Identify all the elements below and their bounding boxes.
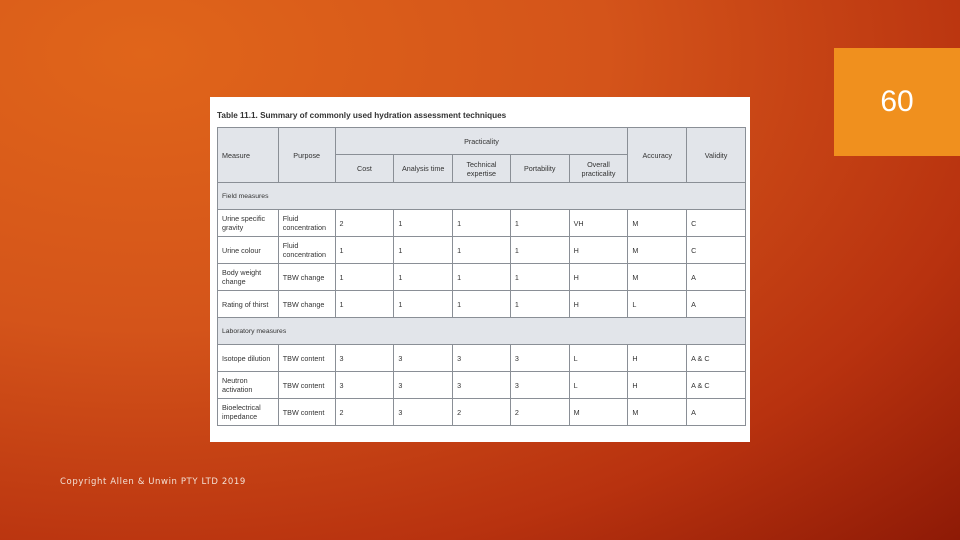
table-cell: Rating of thirst <box>218 291 279 318</box>
table-cell: 1 <box>394 237 453 264</box>
table-cell: C <box>687 237 746 264</box>
header-practicality: Practicality <box>335 128 628 155</box>
table-title: Table 11.1. Summary of commonly used hydration assessment techniques <box>217 111 507 120</box>
table-row <box>218 264 746 291</box>
table-cell: TBW change <box>278 264 335 291</box>
table-cell: A & C <box>687 372 746 399</box>
table-cell: H <box>628 345 687 372</box>
table-cell: A & C <box>687 345 746 372</box>
table-cell: 1 <box>335 291 394 318</box>
table-row <box>218 237 746 264</box>
table-cell: C <box>687 210 746 237</box>
table-row <box>218 372 746 399</box>
header-analysis-time: Analysis time <box>394 155 453 183</box>
table-cell: 2 <box>335 210 394 237</box>
header-portability: Portability <box>510 155 569 183</box>
table-cell: 2 <box>453 399 511 426</box>
table-cell: A <box>687 264 746 291</box>
table-cell: 1 <box>394 291 453 318</box>
header-technical-expertise: Technical expertise <box>453 155 511 183</box>
table-cell: Bioelectrical impedance <box>218 399 279 426</box>
header-purpose: Purpose <box>278 128 335 183</box>
header-accuracy: Accuracy <box>628 128 687 183</box>
table-cell: 1 <box>453 291 511 318</box>
table-cell: 1 <box>394 210 453 237</box>
table-cell: M <box>628 264 687 291</box>
table-cell: H <box>569 264 628 291</box>
table-cell: H <box>569 291 628 318</box>
table-cell: TBW content <box>278 399 335 426</box>
table-cell: Body weight change <box>218 264 279 291</box>
table-cell: Fluid concentration <box>278 210 335 237</box>
header-validity: Validity <box>687 128 746 183</box>
table-cell: TBW content <box>278 345 335 372</box>
hydration-table <box>217 127 746 426</box>
table-cell: Fluid concentration <box>278 237 335 264</box>
table-image <box>210 97 750 442</box>
table-cell: 3 <box>510 372 569 399</box>
page-number: 60 <box>880 85 914 118</box>
table-cell: 1 <box>510 210 569 237</box>
table-cell: 1 <box>453 237 511 264</box>
table-cell: L <box>569 345 628 372</box>
table-cell: 3 <box>510 345 569 372</box>
table-cell: L <box>628 291 687 318</box>
table-cell: Urine colour <box>218 237 279 264</box>
table-cell: 1 <box>453 264 511 291</box>
table-cell: 1 <box>510 291 569 318</box>
table-cell: 2 <box>335 399 394 426</box>
table-cell: 3 <box>394 399 453 426</box>
table-cell: 3 <box>335 372 394 399</box>
table-cell: 3 <box>394 372 453 399</box>
table-cell: 1 <box>335 264 394 291</box>
table-cell: L <box>569 372 628 399</box>
table-cell: Urine specific gravity <box>218 210 279 237</box>
table-cell: 1 <box>394 264 453 291</box>
header-measure: Measure <box>218 128 279 183</box>
table-cell: Isotope dilution <box>218 345 279 372</box>
table-cell: M <box>569 399 628 426</box>
table-cell: 2 <box>510 399 569 426</box>
table-cell: M <box>628 399 687 426</box>
table-cell: TBW content <box>278 372 335 399</box>
table-row <box>218 210 746 237</box>
copyright-text: Copyright Allen & Unwin PTY LTD 2019 <box>60 477 246 487</box>
table-cell: M <box>628 237 687 264</box>
table-cell: A <box>687 399 746 426</box>
table-cell: H <box>628 372 687 399</box>
page-number-badge <box>834 48 960 156</box>
table-cell: TBW change <box>278 291 335 318</box>
table-cell: A <box>687 291 746 318</box>
table-cell: M <box>628 210 687 237</box>
table-cell: VH <box>569 210 628 237</box>
table-cell: Neutron activation <box>218 372 279 399</box>
table-cell: 1 <box>453 210 511 237</box>
table-cell: 3 <box>335 345 394 372</box>
table-row <box>218 345 746 372</box>
table-cell: 3 <box>394 345 453 372</box>
table-row <box>218 291 746 318</box>
table-cell: 3 <box>453 345 511 372</box>
header-cost: Cost <box>335 155 394 183</box>
table-cell: 1 <box>335 237 394 264</box>
table-cell: H <box>569 237 628 264</box>
section-laboratory-measures: Laboratory measures <box>218 318 746 345</box>
table-cell: 1 <box>510 264 569 291</box>
section-field-measures: Field measures <box>218 183 746 210</box>
table-cell: 3 <box>453 372 511 399</box>
header-overall-practicality: Overall practicality <box>569 155 628 183</box>
table-row <box>218 399 746 426</box>
table-cell: 1 <box>510 237 569 264</box>
